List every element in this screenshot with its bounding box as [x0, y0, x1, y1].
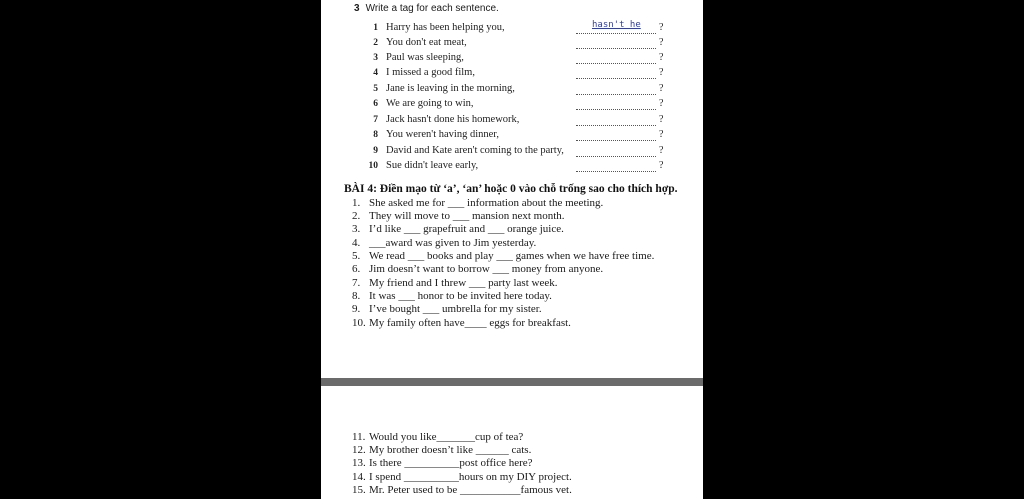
tag-question-item: 4 I missed a good film, ?	[373, 67, 664, 78]
answer-blank	[576, 145, 656, 157]
page-separator	[321, 378, 703, 386]
tag-question-item: 6 We are going to win, ?	[373, 98, 664, 109]
tag-question-item: 7 Jack hasn't done his homework, ?	[373, 114, 664, 125]
article-item: 14. I spend __________hours on my DIY project.	[352, 471, 572, 483]
tag-question-item: 2 You don't eat meat, ?	[373, 37, 664, 48]
article-item: 2. They will move to ___ mansion next month.	[352, 210, 565, 222]
article-item: 6. Jim doesn’t want to borrow ___ money from anyone.	[352, 263, 604, 275]
article-item: 1. She asked me for ___ information about the meeting.	[352, 197, 604, 209]
answer-blank	[576, 114, 656, 126]
answer-blank	[576, 83, 656, 95]
answer-blank	[576, 98, 656, 110]
article-item: 8. It was ___ honor to be invited here today.	[352, 290, 552, 302]
article-item: 7. My friend and I threw ___ party last week.	[352, 277, 558, 289]
exercise-3-number: 3	[354, 3, 360, 14]
exercise-3-title: Write a tag for each sentence.	[365, 3, 499, 14]
tag-question-item: 5 Jane is leaving in the morning, ?	[373, 83, 664, 94]
answer-blank	[576, 37, 656, 49]
article-item: 13. Is there __________post office here?	[352, 457, 533, 469]
answer-blank	[576, 67, 656, 79]
article-item: 10. My family often have____ eggs for breakfast.	[352, 317, 571, 329]
article-item: 15. Mr. Peter used to be ___________famous vet.	[352, 484, 572, 496]
tag-question-item: 8 You weren't having dinner, ?	[373, 129, 664, 140]
article-item: 9. I’ve bought ___ umbrella for my sister.	[352, 303, 542, 315]
exercise-3-heading	[354, 3, 499, 14]
tag-question-item: 1 Harry has been helping you, hasn't he ?	[373, 20, 664, 33]
exercise-4-title: BÀI 4: Điền mạo từ ‘a’, ‘an’ hoặc 0 vào chỗ trống sao cho thích hợp.	[344, 183, 678, 195]
worksheet-page-2	[321, 386, 703, 499]
answer-blank	[576, 160, 656, 172]
answer-blank	[576, 129, 656, 141]
worksheet-page-1	[321, 0, 703, 378]
tag-question-item: 10 Sue didn't leave early, ?	[368, 160, 664, 171]
tag-question-item: 3 Paul was sleeping, ?	[373, 52, 664, 63]
article-item: 4. ___award was given to Jim yesterday.	[352, 237, 537, 249]
article-item: 12. My brother doesn’t like ______ cats.	[352, 444, 532, 456]
answer-blank	[576, 52, 656, 64]
article-item: 3. I’d like ___ grapefruit and ___ orange juice.	[352, 223, 564, 235]
article-item: 5. We read ___ books and play ___ games when we have free time.	[352, 250, 655, 262]
tag-question-item: 9 David and Kate aren't coming to the party, ?	[373, 145, 664, 156]
article-item: 11. Would you like_______cup of tea?	[352, 431, 524, 443]
handwritten-answer: hasn't he	[592, 20, 641, 30]
